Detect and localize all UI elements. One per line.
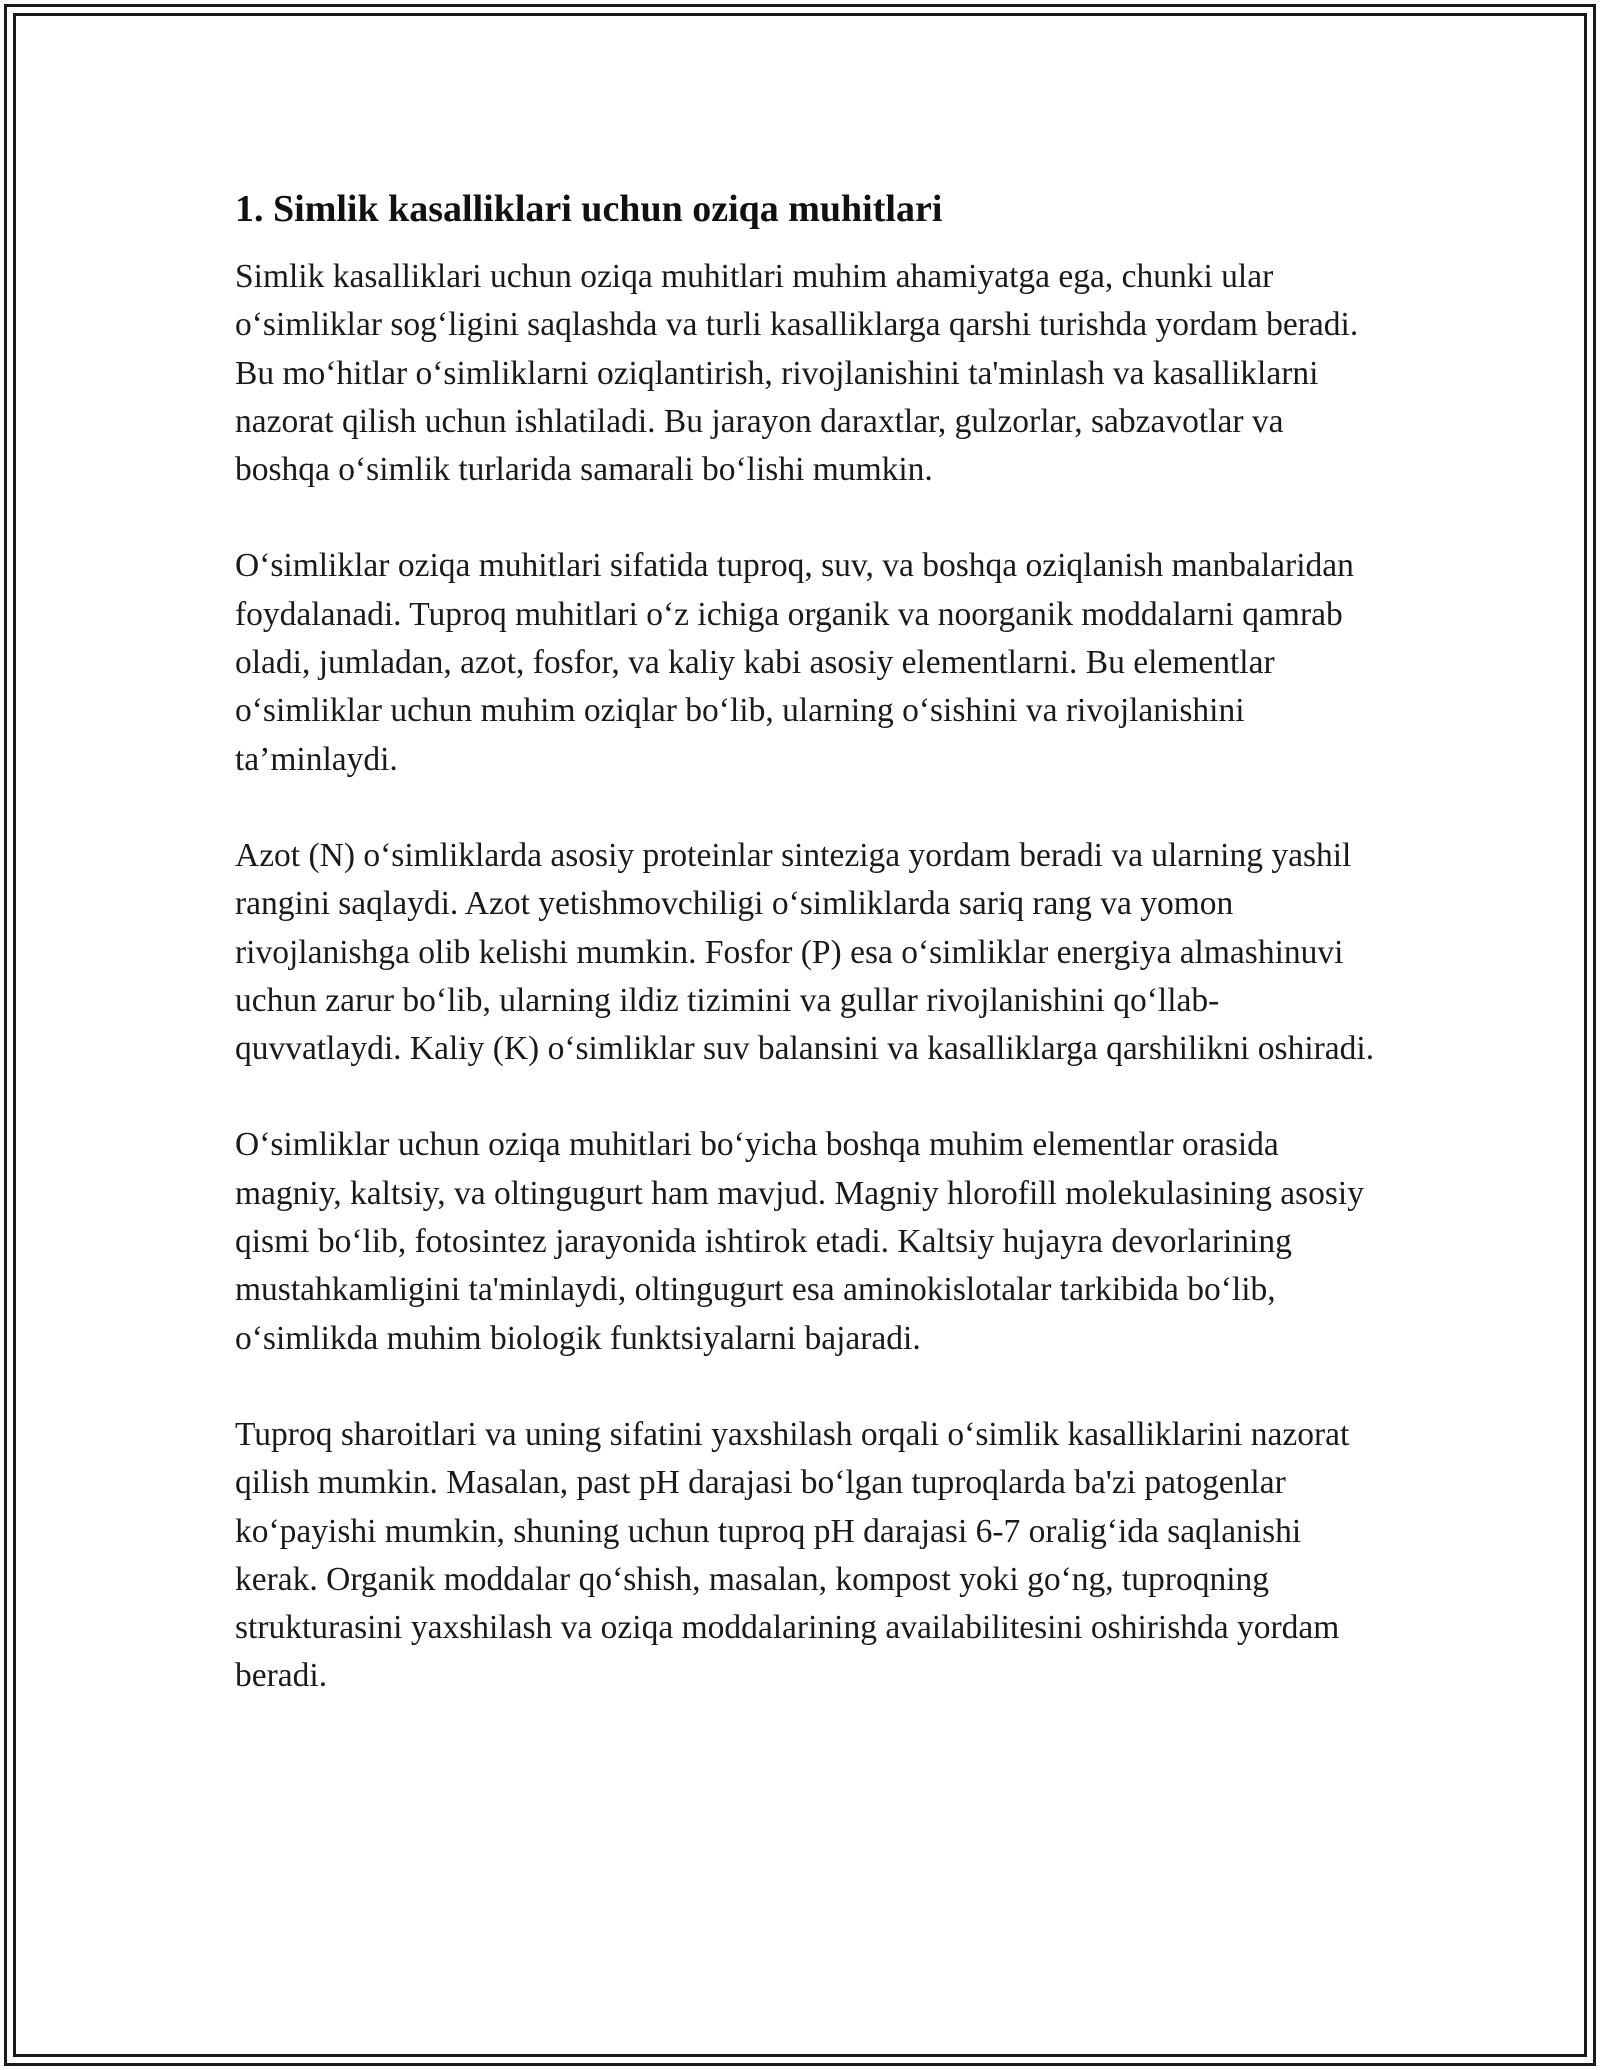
document-body <box>235 185 1375 1749</box>
paragraph-2: O‘simliklar oziqa muhitlari sifatida tuproq, suv, va boshqa oziqlanish manbalaridan foydalanadi. Tuproq muhitlari o‘z ichiga organik va noorganik moddalarni qamrab oladi, jumladan, azot, fosfor, va kaliy kabi asosiy elementlarni. Bu elementlar o‘simliklar uchun muhim oziqlar bo‘lib, ularning o‘sishini va rivojlanishini ta’minlaydi. <box>235 547 1354 778</box>
paragraph-1: Simlik kasalliklari uchun oziqa muhitlari muhim ahamiyatga ega, chunki ular o‘simliklar sog‘ligini saqlashda va turli kasalliklarga qarshi turishda yordam beradi. Bu mo‘hitlar o‘simliklarni oziqlantirish, rivojlanishini ta'minlash va kasalliklarni nazorat qilish uchun ishlatiladi. Bu jarayon daraxtlar, gulzorlar, sabzavotlar va boshqa o‘simlik turlarida samarali bo‘lishi mumkin. <box>235 258 1359 489</box>
section-heading: 1. Simlik kasalliklari uchun oziqa muhitlari <box>235 188 943 230</box>
paragraph-4: O‘simliklar uchun oziqa muhitlari bo‘yicha boshqa muhim elementlar orasida magniy, kaltsiy, va oltingugurt ham mavjud. Magniy hlorofill molekulasining asosiy qismi bo‘lib, fotosintez jarayonida ishtirok etadi. Kaltsiy hujayra devorlarining mustahkamligini ta'minlaydi, oltingugurt esa aminokislotalar tarkibida bo‘lib, o‘simlikda muhim biologik funktsiyalarni bajaradi. <box>235 1126 1364 1357</box>
paragraph-5: Tuproq sharoitlari va uning sifatini yaxshilash orqali o‘simlik kasalliklarini nazorat qilish mumkin. Masalan, past pH darajasi bo‘lgan tuproqlarda ba'zi patogenlar ko‘payishi mumkin, shuning uchun tuproq pH darajasi 6-7 oralig‘ida saqlanishi kerak. Organik moddalar qo‘shish, masalan, kompost yoki go‘ng, tuproqning strukturasini yaxshilash va oziqa moddalarining availabilitesini oshirishda yordam beradi. <box>235 1415 1350 1695</box>
paragraph-3: Azot (N) o‘simliklarda asosiy proteinlar sinteziga yordam beradi va ularning yashil rangini saqlaydi. Azot yetishmovchiligi o‘simliklarda sariq rang va yomon rivojlanishga olib kelishi mumkin. Fosfor (P) esa o‘simliklar energiya almashinuvi uchun zarur bo‘lib, ularning ildiz tizimini va gullar rivojlanishini qo‘llab-quvvatlaydi. Kaliy (K) o‘simliklar suv balansini va kasalliklarga qarshilikni oshiradi. <box>235 836 1375 1068</box>
